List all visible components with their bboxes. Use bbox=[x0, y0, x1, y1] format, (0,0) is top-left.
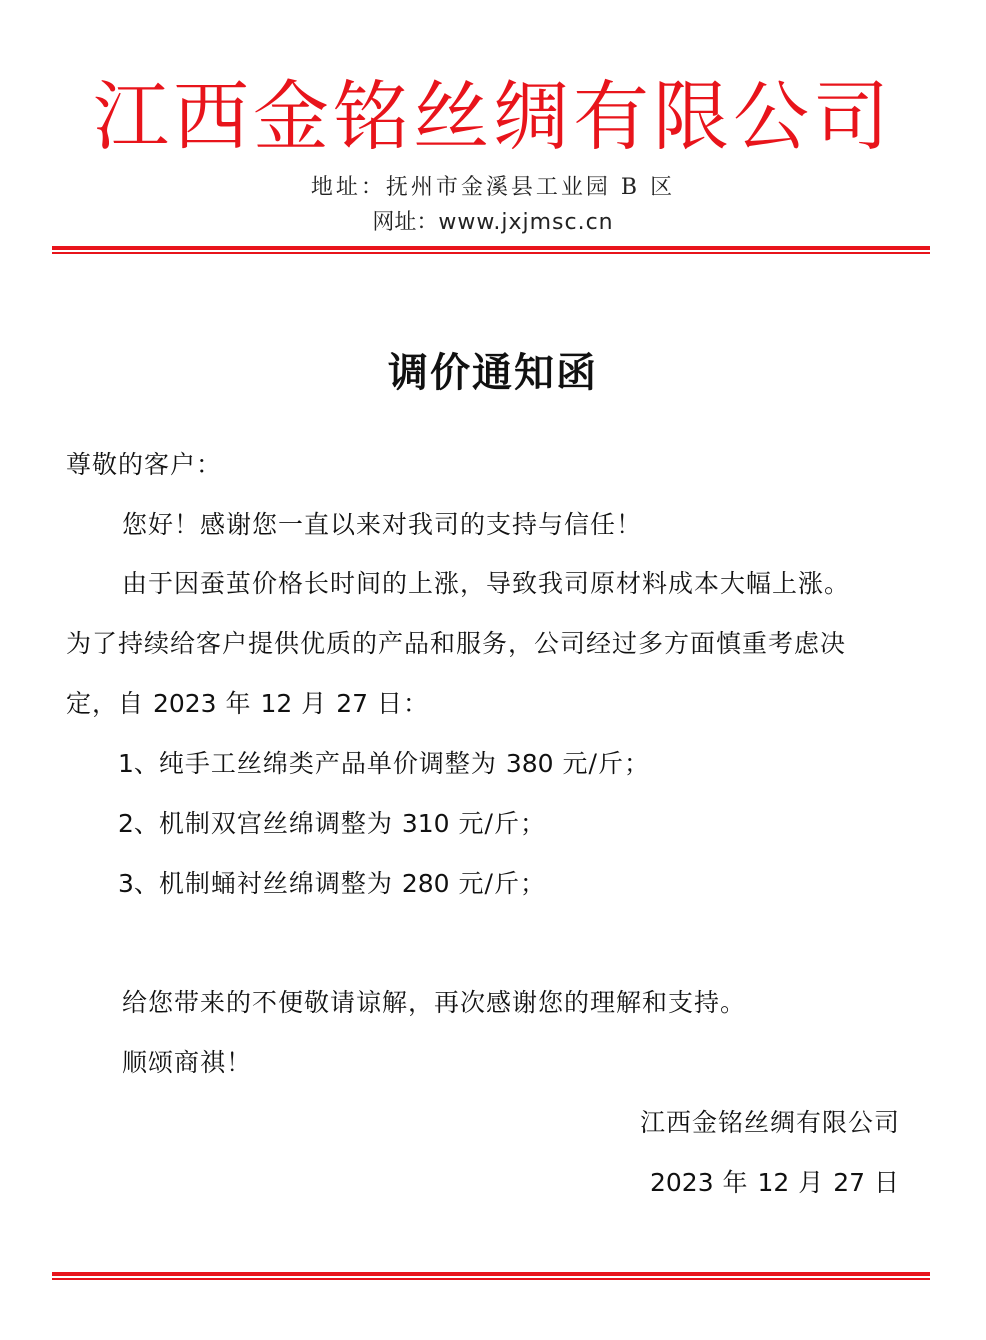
footer-divider-thin bbox=[52, 1278, 930, 1280]
effective-day: 27 bbox=[336, 689, 369, 718]
company-address bbox=[0, 173, 986, 203]
address-value: 抚州市金溪县工业园 B 区 bbox=[385, 175, 676, 200]
website-label: 网址： bbox=[372, 210, 439, 235]
day-unit: 日： bbox=[368, 689, 429, 718]
greeting: 您好！感谢您一直以来对我司的支持与信任！ bbox=[122, 510, 643, 539]
footer-divider bbox=[52, 1272, 930, 1280]
sign-year-unit: 年 bbox=[713, 1168, 758, 1197]
effective-prefix: 定，自 bbox=[66, 689, 153, 718]
item-index: 1、 bbox=[118, 749, 159, 778]
paragraph-line-2: 为了持续给客户提供优质的产品和服务，公司经过多方面慎重考虑决 bbox=[66, 629, 847, 658]
effective-year: 2023 bbox=[152, 689, 217, 718]
item-text: 机制蛹衬丝绵调整为 bbox=[158, 869, 402, 898]
item-price: 280 bbox=[401, 869, 450, 898]
header-divider-thick bbox=[52, 246, 930, 250]
item-price: 380 bbox=[505, 749, 554, 778]
company-website bbox=[0, 208, 986, 238]
sign-month-unit: 月 bbox=[789, 1168, 834, 1197]
item-unit: 元/斤； bbox=[449, 869, 546, 898]
signature-date bbox=[650, 1165, 900, 1201]
item-index: 3、 bbox=[118, 869, 159, 898]
closing: 顺颂商祺！ bbox=[122, 1048, 253, 1077]
item-text: 机制双宫丝绵调整为 bbox=[158, 809, 402, 838]
notice-title: 调价通知函 bbox=[388, 349, 598, 396]
salutation: 尊敬的客户： bbox=[66, 450, 223, 479]
effective-month: 12 bbox=[260, 689, 293, 718]
header-divider-thin bbox=[52, 252, 930, 254]
item-unit: 元/斤； bbox=[449, 809, 546, 838]
month-unit: 月 bbox=[292, 689, 337, 718]
address-label: 地址： bbox=[310, 175, 386, 200]
item-unit: 元/斤； bbox=[553, 749, 650, 778]
company-name: 江西金铭丝绸有限公司 bbox=[93, 72, 893, 161]
paragraph-line-3 bbox=[66, 686, 429, 722]
price-item-3 bbox=[118, 866, 546, 902]
signature-company: 江西金铭丝绸有限公司 bbox=[639, 1108, 900, 1137]
header-divider bbox=[52, 246, 930, 254]
footer-divider-thick bbox=[52, 1272, 930, 1276]
paragraph-line-1: 由于因蚕茧价格长时间的上涨，导致我司原材料成本大幅上涨。 bbox=[122, 569, 851, 598]
item-price: 310 bbox=[401, 809, 450, 838]
price-item-1 bbox=[118, 746, 650, 782]
website-url: www.jxjmsc.cn bbox=[438, 210, 614, 235]
item-index: 2、 bbox=[118, 809, 159, 838]
price-item-2 bbox=[118, 806, 546, 842]
sign-day: 27 bbox=[833, 1168, 866, 1197]
year-unit: 年 bbox=[216, 689, 261, 718]
apology: 给您带来的不便敬请谅解，再次感谢您的理解和支持。 bbox=[122, 988, 747, 1017]
item-text: 纯手工丝绵类产品单价调整为 bbox=[158, 749, 506, 778]
sign-day-unit: 日 bbox=[865, 1168, 900, 1197]
sign-month: 12 bbox=[757, 1168, 790, 1197]
sign-year: 2023 bbox=[649, 1168, 714, 1197]
